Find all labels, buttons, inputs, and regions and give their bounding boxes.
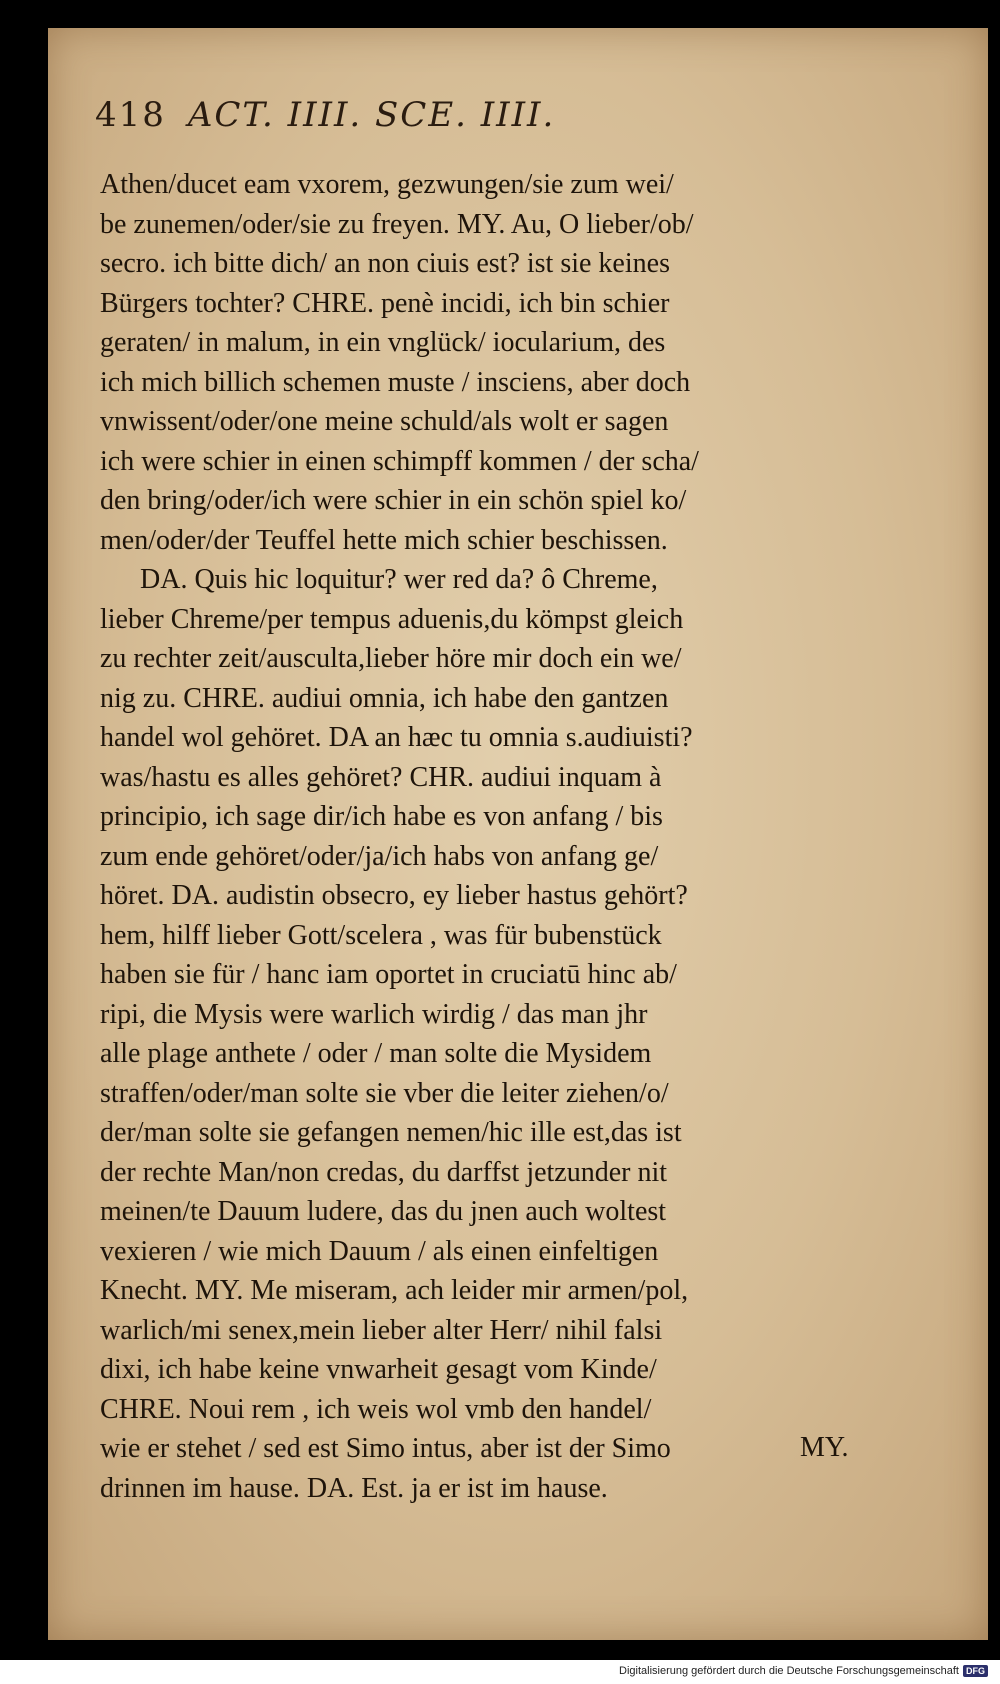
text-line: geraten/ in malum, in ein vnglück/ iocularium, des: [100, 327, 666, 358]
text-line: warlich/mi senex,mein lieber alter Herr/ nihil falsi: [100, 1314, 663, 1346]
text-line: nig zu. CHRE. audiui omnia, ich habe den gantzen: [100, 682, 669, 714]
text-line: meinen/te Dauum ludere, das du jnen auch woltest: [100, 1196, 667, 1227]
text-line: Bürgers tochter? CHRE. penè incidi, ich bin schier: [100, 287, 670, 319]
text-line: zum ende gehöret/oder/ja/ich habs von anfang ge/: [100, 840, 659, 872]
funding-credit: Digitalisierung gefördert durch die Deutsche Forschungsgemeinschaft: [619, 1665, 959, 1677]
text-line: wie er stehet / sed est Simo intus, aber ist der Simo: [100, 1433, 671, 1464]
text-line: lieber Chreme/per tempus aduenis,du kömpst gleich: [100, 603, 684, 635]
text-line: höret. DA. audistin obsecro, ey lieber hastus gehört?: [100, 880, 688, 911]
body-text: [100, 165, 890, 1508]
text-line: secro. ich bitte dich/ an non ciuis est? ist sie keines: [100, 248, 670, 279]
text-line: ripi, die Mysis were warlich wirdig / das man jhr: [100, 998, 648, 1030]
text-line: ich were schier in einen schimpff kommen / der scha/: [100, 445, 699, 477]
text-line: ich mich billich schemen muste / insciens, aber doch: [100, 366, 691, 398]
text-line: men/oder/der Teuffel hette mich schier beschissen.: [100, 524, 668, 556]
text-line: was/hastu es alles gehöret? CHR. audiui inquam à: [100, 761, 662, 793]
dfg-logo: DFG: [963, 1665, 988, 1677]
text-line: CHRE. Noui rem , ich weis wol vmb den handel/: [100, 1393, 652, 1425]
text-line: straffen/oder/man solte sie vber die leiter ziehen/o/: [100, 1077, 669, 1109]
catchword: MY.: [800, 1432, 849, 1463]
running-title: ACT. IIII. SCE. IIII.: [187, 95, 556, 135]
text-line: den bring/oder/ich were schier in ein schön spiel ko/: [100, 485, 687, 516]
digitization-footer: [619, 1665, 988, 1677]
text-line: be zunemen/oder/sie zu freyen. MY. Au, O lieber/ob/: [100, 208, 694, 240]
text-line: zu rechter zeit/ausculta,lieber höre mir doch ein we/: [100, 643, 682, 674]
text-line: drinnen im hause. DA. Est. ja er ist im hause.: [100, 1472, 608, 1504]
text-line: haben sie für / hanc iam oportet in cruciatū hinc ab/: [100, 959, 677, 990]
text-line: der rechte Man/non credas, du darffst jetzunder nit: [100, 1156, 668, 1188]
text-line: vnwissent/oder/one meine schuld/als wolt er sagen: [100, 406, 669, 437]
text-line: hem, hilff lieber Gott/scelera , was für bubenstück: [100, 919, 662, 951]
running-header: [95, 95, 855, 135]
text-line: Knecht. MY. Me miseram, ach leider mir armen/pol,: [100, 1275, 689, 1306]
text-line: vexieren / wie mich Dauum / als einen einfeltigen: [100, 1235, 659, 1267]
text-line: principio, ich sage dir/ich habe es von anfang / bis: [100, 801, 663, 832]
text-line: dixi, ich habe keine vnwarheit gesagt vom Kinde/: [100, 1354, 657, 1385]
text-line: DA. Quis hic loquitur? wer red da? ô Chreme,: [140, 564, 658, 595]
text-line: alle plage anthete / oder / man solte die Mysidem: [100, 1038, 652, 1069]
text-line: der/man solte sie gefangen nemen/hic ille est,das ist: [100, 1117, 682, 1148]
text-line: Athen/ducet eam vxorem, gezwungen/sie zum wei/: [100, 169, 674, 200]
text-line: handel wol gehöret. DA an hæc tu omnia s.audiuisti?: [100, 722, 693, 753]
page-number: 418: [95, 95, 166, 135]
